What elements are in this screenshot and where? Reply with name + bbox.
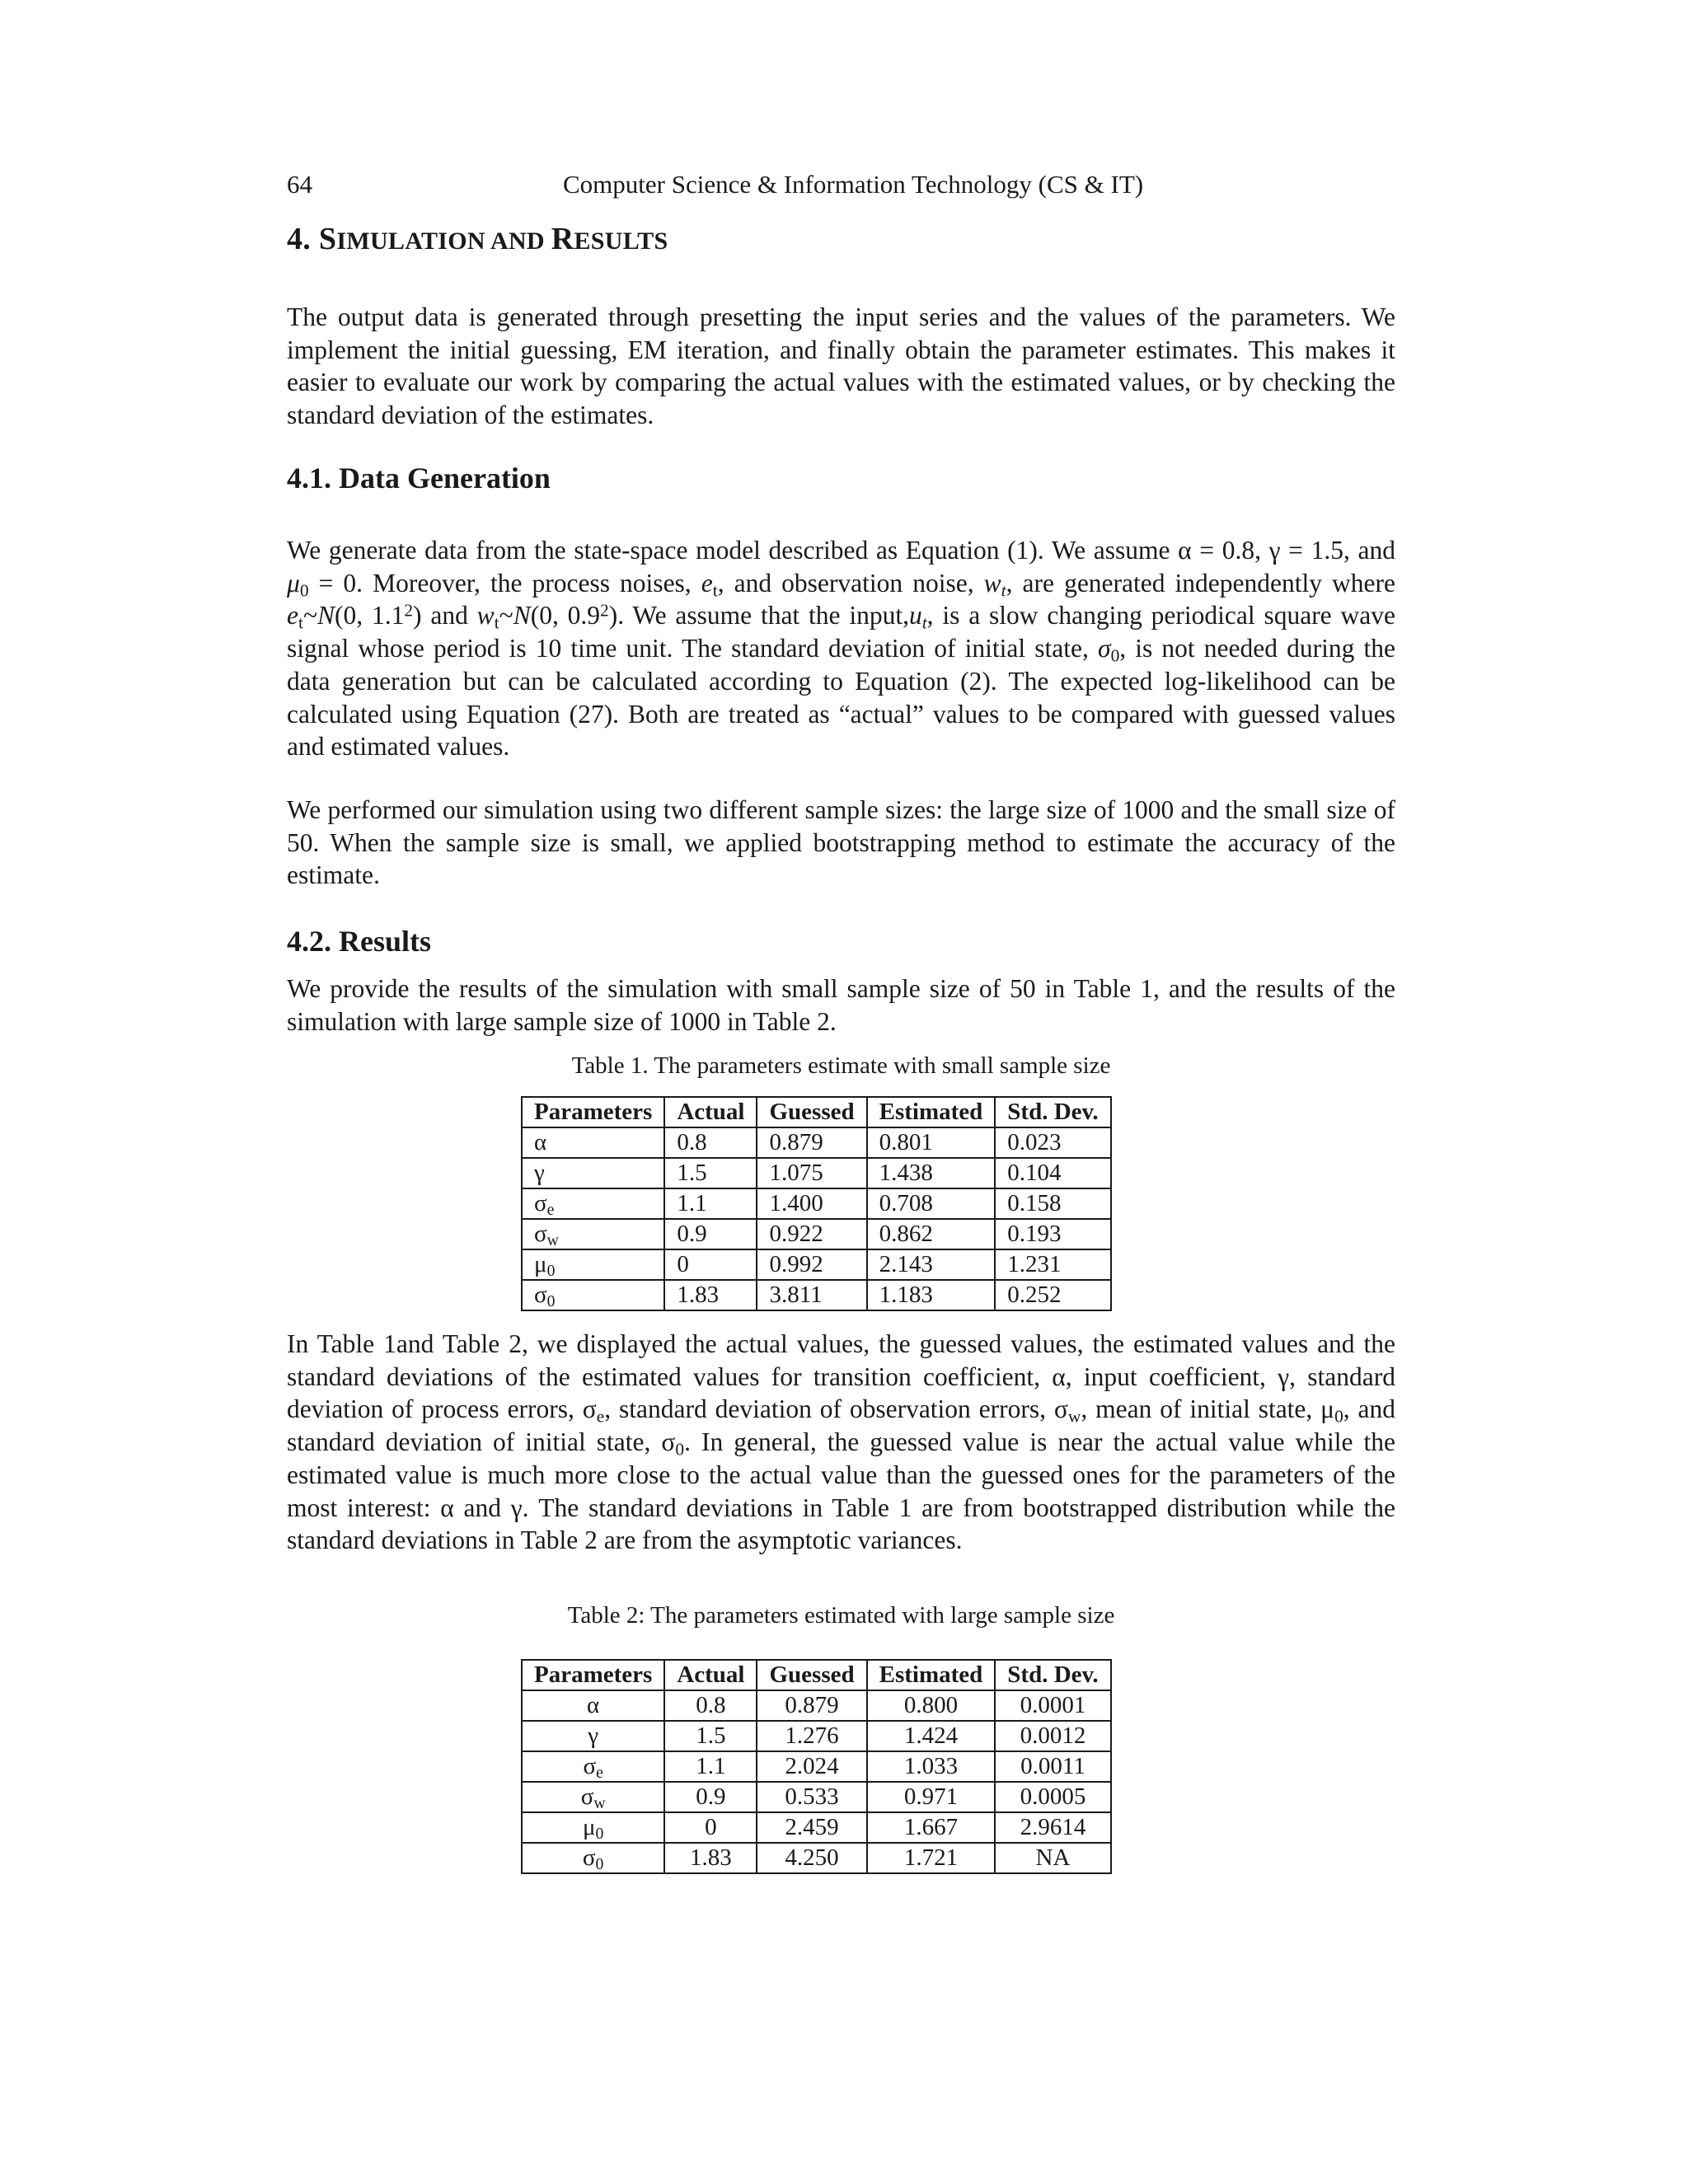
column-header-estimated: Estimated bbox=[867, 1097, 996, 1127]
cell-estimated: 1.033 bbox=[867, 1751, 996, 1782]
cell-parameter bbox=[522, 1843, 664, 1873]
column-header-actual: Actual bbox=[664, 1660, 757, 1690]
cell-actual: 1.83 bbox=[664, 1280, 757, 1310]
cell-actual: 0.9 bbox=[664, 1782, 757, 1812]
subsection-heading-results: 4.2. Results bbox=[287, 925, 432, 958]
cell-guessed: 3.811 bbox=[757, 1280, 866, 1310]
parameter-subscript: e bbox=[546, 1200, 555, 1219]
table1-caption: Table 1. The parameters estimate with small sample size bbox=[571, 1052, 1111, 1079]
data-generation-paragraph-2: We performed our simulation using two different sample sizes: the large size of 1000 and the small size of 50. When the sample size is small, we applied bootstrapping method to estimate the accuracy of the estimate. bbox=[287, 795, 1395, 890]
cell-std-dev: NA bbox=[995, 1843, 1110, 1873]
cell-actual: 0 bbox=[664, 1249, 757, 1280]
cell-std-dev: 0.0011 bbox=[995, 1751, 1110, 1782]
cell-guessed: 0.992 bbox=[757, 1249, 866, 1280]
cell-parameter bbox=[522, 1219, 664, 1249]
data-generation-paragraph-1: We generate data from the state-space model described as Equation (1). We assume α = 0.8, γ = 1.5, and $\mu_0 = 0$. Moreover, the process noises, $e_t$, and observation noise, $w_t$, are generated independently where $e_t\sim N(0$, $1.1^2$) and $w_t\sim N(0$, $0.9^2$). We assume that the $input,u_t$, is a slow changing periodical square wave signal whose period is 10 time unit. The standard deviation of initial state, $\sigma_0$, is not needed during the data generation but can be calculated according to Equation (2). The expected log-likelihood can be calculated using Equation (27). Both are treated as “actual” values to be compared with guessed values and estimated values. bbox=[287, 536, 1396, 762]
cell-std-dev: 0.0012 bbox=[995, 1721, 1110, 1751]
running-header bbox=[287, 170, 1395, 203]
column-header-actual: Actual bbox=[664, 1097, 757, 1127]
parameter-subscript: 0 bbox=[546, 1291, 556, 1310]
column-header-parameters: Parameters bbox=[522, 1660, 664, 1690]
cell-estimated: 0.862 bbox=[867, 1219, 996, 1249]
page-number: 64 bbox=[287, 170, 312, 199]
table-row bbox=[522, 1188, 1111, 1219]
cell-parameter bbox=[522, 1127, 664, 1158]
section-number: 4. bbox=[287, 222, 312, 256]
cell-guessed: 4.250 bbox=[757, 1843, 866, 1873]
cell-estimated: 0.801 bbox=[867, 1127, 996, 1158]
column-header-std-dev: Std. Dev. bbox=[995, 1097, 1110, 1127]
cell-actual: 0.9 bbox=[664, 1219, 757, 1249]
table-row bbox=[522, 1843, 1111, 1873]
table-row bbox=[522, 1219, 1111, 1249]
cell-std-dev: 0.104 bbox=[995, 1158, 1110, 1188]
cell-guessed: 0.879 bbox=[757, 1127, 866, 1158]
cell-estimated: 1.438 bbox=[867, 1158, 996, 1188]
column-header-std-dev: Std. Dev. bbox=[995, 1660, 1110, 1690]
parameter-symbol: σ bbox=[582, 1844, 596, 1871]
cell-estimated: 0.971 bbox=[867, 1782, 996, 1812]
table-row bbox=[522, 1127, 1111, 1158]
parameter-symbol: μ bbox=[582, 1814, 596, 1840]
table2-caption: Table 2: The parameters estimated with large sample size bbox=[567, 1602, 1115, 1629]
table-row bbox=[522, 1782, 1111, 1812]
results-discussion-paragraph: In Table 1and Table 2, we displayed the actual values, the guessed values, the estimated values and the standard deviations of the estimated values for transition coefficient, α, input coefficient, γ, standard deviation of process errors, $\sigma_e$, standard deviation of observation errors, $\sigma_w$, mean of initial state, $\mu_0$, and standard deviation of initial state, $\sigma_0$. In general, the guessed value is near the actual value while the estimated value is much more close to the actual value than the guessed ones for the parameters of the most interest: α and γ. The standard deviations in Table 1 are from bootstrapped distribution while the standard deviations in Table 2 are from the asymptotic variances. bbox=[287, 1329, 1396, 1555]
column-header-guessed: Guessed bbox=[757, 1660, 866, 1690]
cell-guessed: 2.024 bbox=[757, 1751, 866, 1782]
table-row bbox=[522, 1280, 1111, 1310]
table-row bbox=[522, 1158, 1111, 1188]
subsection-heading-data-generation: 4.1. Data Generation bbox=[287, 462, 551, 494]
cell-estimated: 1.424 bbox=[867, 1721, 996, 1751]
cell-std-dev: 0.252 bbox=[995, 1280, 1110, 1310]
cell-std-dev: 0.193 bbox=[995, 1219, 1110, 1249]
cell-guessed: 0.879 bbox=[757, 1690, 866, 1721]
parameter-subscript: w bbox=[593, 1793, 606, 1812]
cell-std-dev: 2.9614 bbox=[995, 1812, 1110, 1843]
cell-std-dev: 0.0001 bbox=[995, 1690, 1110, 1721]
parameter-symbol: σ bbox=[583, 1753, 597, 1779]
parameter-symbol: σ bbox=[534, 1190, 547, 1216]
cell-estimated: 2.143 bbox=[867, 1249, 996, 1280]
title-rest-1: IMULATION AND bbox=[336, 227, 551, 255]
parameter-symbol: α bbox=[587, 1692, 600, 1718]
cell-actual: 0 bbox=[664, 1812, 757, 1843]
cell-parameter bbox=[522, 1812, 664, 1843]
cell-estimated: 0.800 bbox=[867, 1690, 996, 1721]
column-header-parameters: Parameters bbox=[522, 1097, 664, 1127]
results-intro-paragraph: We provide the results of the simulation with small sample size of 50 in Table 1, and the results of the simulation with large sample size of 1000 in Table 2. bbox=[287, 974, 1395, 1036]
cell-parameter bbox=[522, 1249, 664, 1280]
column-header-estimated: Estimated bbox=[867, 1660, 996, 1690]
table2-parameters-large-sample bbox=[521, 1659, 1112, 1874]
cell-std-dev: 0.023 bbox=[995, 1127, 1110, 1158]
cell-parameter bbox=[522, 1751, 664, 1782]
table-header-row bbox=[522, 1660, 1111, 1690]
title-rest-2: ESULTS bbox=[574, 227, 668, 255]
cell-guessed: 0.533 bbox=[757, 1782, 866, 1812]
cell-parameter bbox=[522, 1158, 664, 1188]
table1-parameters-small-sample bbox=[521, 1096, 1112, 1311]
cell-actual: 1.83 bbox=[664, 1843, 757, 1873]
cell-estimated: 1.183 bbox=[867, 1280, 996, 1310]
column-header-guessed: Guessed bbox=[757, 1097, 866, 1127]
cell-guessed: 0.922 bbox=[757, 1219, 866, 1249]
cell-parameter bbox=[522, 1690, 664, 1721]
section-intro-paragraph: The output data is generated through presetting the input series and the values of the parameters. We implement the initial guessing, EM iteration, and finally obtain the parameter estimates. This makes it easier to evaluate our work by comparing the actual values with the estimated values, or by checking the standard deviation of the estimates. bbox=[287, 302, 1395, 430]
parameter-symbol: γ bbox=[588, 1722, 599, 1749]
cell-actual: 1.1 bbox=[664, 1751, 757, 1782]
table-row bbox=[522, 1751, 1111, 1782]
table-row bbox=[522, 1721, 1111, 1751]
parameter-symbol: α bbox=[534, 1129, 547, 1155]
parameter-subscript: w bbox=[546, 1230, 559, 1249]
section-heading bbox=[287, 221, 668, 257]
parameter-subscript: 0 bbox=[595, 1854, 604, 1873]
cell-actual: 1.5 bbox=[664, 1158, 757, 1188]
cell-guessed: 2.459 bbox=[757, 1812, 866, 1843]
cell-actual: 1.1 bbox=[664, 1188, 757, 1219]
cell-actual: 0.8 bbox=[664, 1690, 757, 1721]
cell-guessed: 1.075 bbox=[757, 1158, 866, 1188]
title-initial-r: R bbox=[551, 222, 574, 256]
table-row bbox=[522, 1690, 1111, 1721]
parameter-symbol: σ bbox=[580, 1783, 594, 1810]
cell-std-dev: 0.0005 bbox=[995, 1782, 1110, 1812]
journal-title: Computer Science & Information Technology (CS & IT) bbox=[563, 170, 1144, 199]
parameter-subscript: 0 bbox=[595, 1824, 604, 1843]
cell-parameter bbox=[522, 1188, 664, 1219]
parameter-subscript: e bbox=[596, 1763, 603, 1782]
parameter-symbol: σ bbox=[534, 1282, 547, 1308]
cell-std-dev: 0.158 bbox=[995, 1188, 1110, 1219]
cell-parameter bbox=[522, 1280, 664, 1310]
cell-guessed: 1.400 bbox=[757, 1188, 866, 1219]
table-row bbox=[522, 1812, 1111, 1843]
parameter-symbol: σ bbox=[534, 1221, 547, 1247]
cell-actual: 0.8 bbox=[664, 1127, 757, 1158]
cell-std-dev: 1.231 bbox=[995, 1249, 1110, 1280]
cell-guessed: 1.276 bbox=[757, 1721, 866, 1751]
parameter-symbol: γ bbox=[534, 1160, 545, 1186]
table-row bbox=[522, 1249, 1111, 1280]
parameter-subscript: 0 bbox=[546, 1261, 556, 1280]
cell-parameter bbox=[522, 1721, 664, 1751]
table-header-row bbox=[522, 1097, 1111, 1127]
cell-parameter bbox=[522, 1782, 664, 1812]
cell-estimated: 1.667 bbox=[867, 1812, 996, 1843]
cell-actual: 1.5 bbox=[664, 1721, 757, 1751]
cell-estimated: 1.721 bbox=[867, 1843, 996, 1873]
title-initial-s: S bbox=[318, 222, 337, 256]
cell-estimated: 0.708 bbox=[867, 1188, 996, 1219]
parameter-symbol: μ bbox=[534, 1251, 547, 1277]
